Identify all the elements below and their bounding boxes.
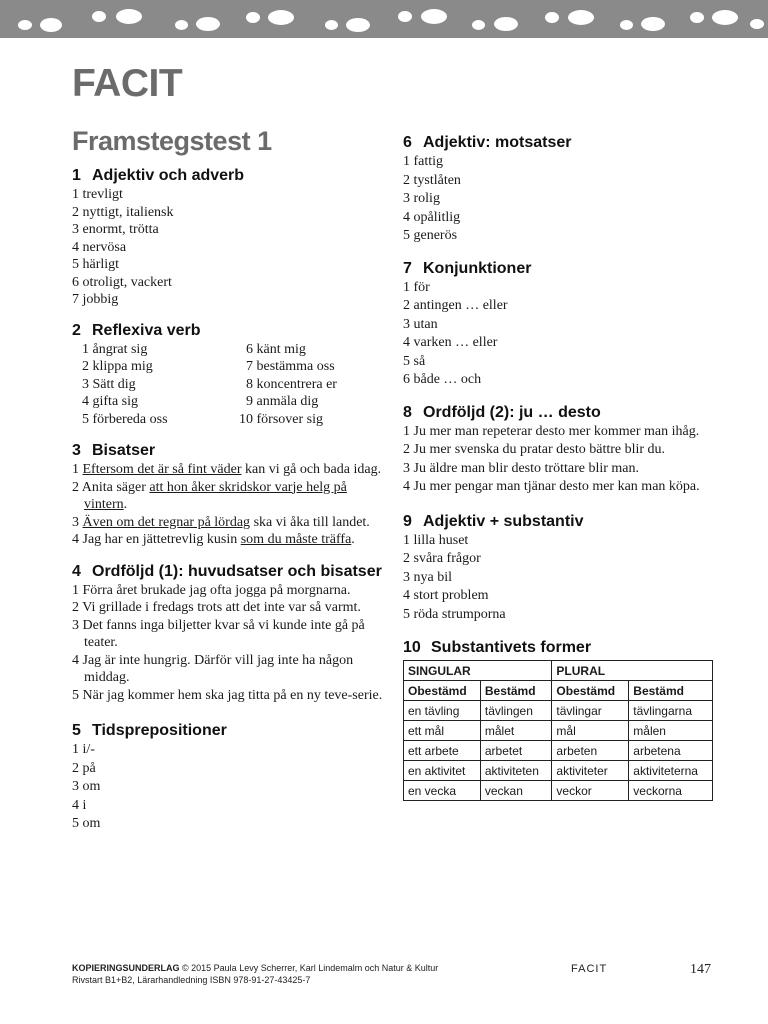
answer-item: 4 Jag har en jättetrevlig kusin som du måste träffa. (72, 532, 355, 547)
answer-item: 1 Eftersom det är så fint väder kan vi gå och bada idag. (72, 462, 382, 477)
page-title: FACIT (72, 62, 183, 105)
page-number: 147 (690, 962, 711, 977)
answer-item: 3 enormt, trötta (72, 222, 159, 237)
table-cell: arbetet (480, 741, 552, 761)
answer-item: 5 så (403, 353, 426, 369)
test-title: Framstegstest 1 (72, 126, 272, 156)
answer-item: 7 jobbig (72, 292, 119, 307)
right-column (403, 134, 718, 801)
answer-item: 3 Ju äldre man blir desto tröttare blir man. (403, 460, 639, 476)
table-cell: en aktivitet (404, 761, 481, 781)
section-3 (72, 442, 387, 549)
table-cell: ett arbete (404, 741, 481, 761)
section-2 (72, 322, 387, 429)
left-column (72, 167, 387, 834)
answer-item: 3 Även om det regnar på lördag ska vi åka till landet. (72, 514, 370, 530)
footer-label: KOPIERINGSUNDERLAG (72, 963, 180, 973)
answer-item: 5 härligt (72, 257, 120, 272)
answer-item: 2 klippa mig (82, 359, 153, 374)
answer-item: 6 känt mig (246, 341, 306, 357)
decorative-banner (0, 0, 768, 38)
table-group-header: PLURAL (552, 661, 713, 681)
table-cell: aktiviteterna (629, 761, 713, 781)
table-cell: veckan (480, 781, 552, 801)
answer-item: 6 både … och (403, 372, 482, 387)
answer-item: 5 röda strumporna (403, 606, 506, 622)
table-cell: målen (629, 721, 713, 741)
section-heading: 4 Ordföljd (1): huvudsatser och bisatser (72, 562, 382, 580)
answer-item: 3 rolig (403, 191, 440, 206)
table-cell: aktiviteter (552, 761, 629, 781)
answer-item: 2 nyttigt, italiensk (72, 204, 174, 220)
table-cell: tävlingen (480, 701, 552, 721)
answer-item: 1 Ju mer man repeterar desto mer kommer man ihåg. (403, 423, 700, 439)
answer-item: 4 Ju mer pengar man tjänar desto mer kan man köpa. (403, 479, 700, 494)
section-heading: 6 Adjektiv: motsatser (403, 134, 572, 151)
answer-item: 2 svåra frågor (403, 551, 481, 566)
answer-item: 4 stort problem (403, 588, 489, 603)
table-cell: aktiviteten (480, 761, 552, 781)
answer-item: 2 på (72, 760, 96, 776)
answer-item: 3 om (72, 779, 101, 794)
answer-item: 2 antingen … eller (403, 298, 508, 313)
answer-item: 4 gifta sig (82, 394, 138, 409)
answer-item: 1 trevligt (72, 187, 123, 202)
table-group-header: SINGULAR (404, 661, 552, 681)
noun-forms-table (403, 660, 713, 801)
answer-item: 5 förbereda oss (82, 411, 168, 427)
table-cell: mål (552, 721, 629, 741)
section-7 (403, 260, 718, 390)
footer-copyright (72, 962, 438, 986)
answer-item: 7 bestämma oss (246, 359, 335, 374)
answer-item: 9 anmäla dig (246, 394, 319, 409)
table-row (404, 781, 713, 801)
section-heading: 2 Reflexiva verb (72, 321, 201, 339)
answer-item: 4 varken … eller (403, 335, 498, 350)
footer-section-label: FACIT (571, 963, 608, 975)
table-cell: tävlingarna (629, 701, 713, 721)
section-8 (403, 404, 718, 497)
answer-item: 2 Ju mer svenska du pratar desto bättre blir du. (403, 442, 666, 457)
answer-item: 1 Förra året brukade jag ofta jogga på morgnarna. (72, 582, 351, 598)
answer-item: 4 Jag är inte hungrig. Därför vill jag inte ha någon middag. (72, 652, 354, 685)
answer-item: 5 När jag kommer hem ska jag titta på en ny teve-serie. (72, 687, 383, 703)
table-cell: ett mål (404, 721, 481, 741)
table-cell: arbeten (552, 741, 629, 761)
section-6 (403, 134, 718, 246)
answer-item: 1 för (403, 279, 430, 295)
section-1 (72, 167, 387, 309)
section-heading: 3 Bisatser (72, 442, 156, 459)
table-header: Obestämd (404, 681, 481, 701)
section-heading: 1 Adjektiv och adverb (72, 167, 245, 184)
section-10 (403, 639, 718, 801)
answer-item: 3 nya bil (403, 569, 452, 585)
answer-item: 1 lilla huset (403, 532, 469, 548)
table-cell: en vecka (404, 781, 481, 801)
answer-item: 1 i/- (72, 742, 95, 757)
table-header-row (404, 681, 713, 701)
table-row (404, 721, 713, 741)
answer-item: 8 koncentrera er (246, 376, 337, 392)
answer-item: 2 tystlåten (403, 172, 461, 188)
footer-isbn: Rivstart B1+B2, Lärarhandledning ISBN 978-91-27-43425-7 (72, 975, 311, 985)
section-5 (72, 722, 387, 834)
table-row (404, 761, 713, 781)
table-group-header-row (404, 661, 713, 681)
section-heading: 8 Ordföljd (2): ju … desto (403, 403, 601, 421)
answer-item: 6 otroligt, vackert (72, 274, 172, 290)
answer-item: 2 Anita säger att hon åker skridskor varje helg på vintern. (72, 479, 347, 512)
answer-item: 3 Det fanns inga biljetter kvar så vi kunde inte gå på teater. (72, 617, 365, 650)
answer-item: 4 opålitlig (403, 209, 461, 225)
table-cell: veckorna (629, 781, 713, 801)
section-4 (72, 563, 387, 705)
section-heading: 7 Konjunktioner (403, 259, 532, 277)
answer-item: 1 ångrat sig (82, 341, 148, 357)
answer-item: 1 fattig (403, 154, 444, 169)
section-heading: 9 Adjektiv + substantiv (403, 512, 584, 530)
table-cell: en tävling (404, 701, 481, 721)
table-cell: tävlingar (552, 701, 629, 721)
section-heading: 10 Substantivets former (403, 639, 592, 656)
answer-item: 2 Vi grillade i fredags trots att det inte var så varmt. (72, 600, 361, 615)
table-row (404, 741, 713, 761)
answer-item: 3 utan (403, 316, 438, 332)
table-cell: målet (480, 721, 552, 741)
table-header: Bestämd (480, 681, 552, 701)
answer-item: 5 generös (403, 228, 458, 243)
footer-copyright-text: © 2015 Paula Levy Scherrer, Karl Lindemalm och Natur & Kultur (179, 963, 439, 973)
table-cell: veckor (552, 781, 629, 801)
table-cell: arbetena (629, 741, 713, 761)
table-header: Obestämd (552, 681, 629, 701)
table-header: Bestämd (629, 681, 713, 701)
answer-item: 4 nervösa (72, 239, 127, 255)
answer-item: 4 i (72, 797, 87, 813)
answer-item: 5 om (72, 816, 101, 831)
answer-item: 10 försover sig (239, 411, 323, 427)
answer-item: 3 Sätt dig (82, 376, 136, 392)
table-row (404, 701, 713, 721)
section-9 (403, 513, 718, 625)
section-heading: 5 Tidsprepositioner (72, 722, 227, 739)
